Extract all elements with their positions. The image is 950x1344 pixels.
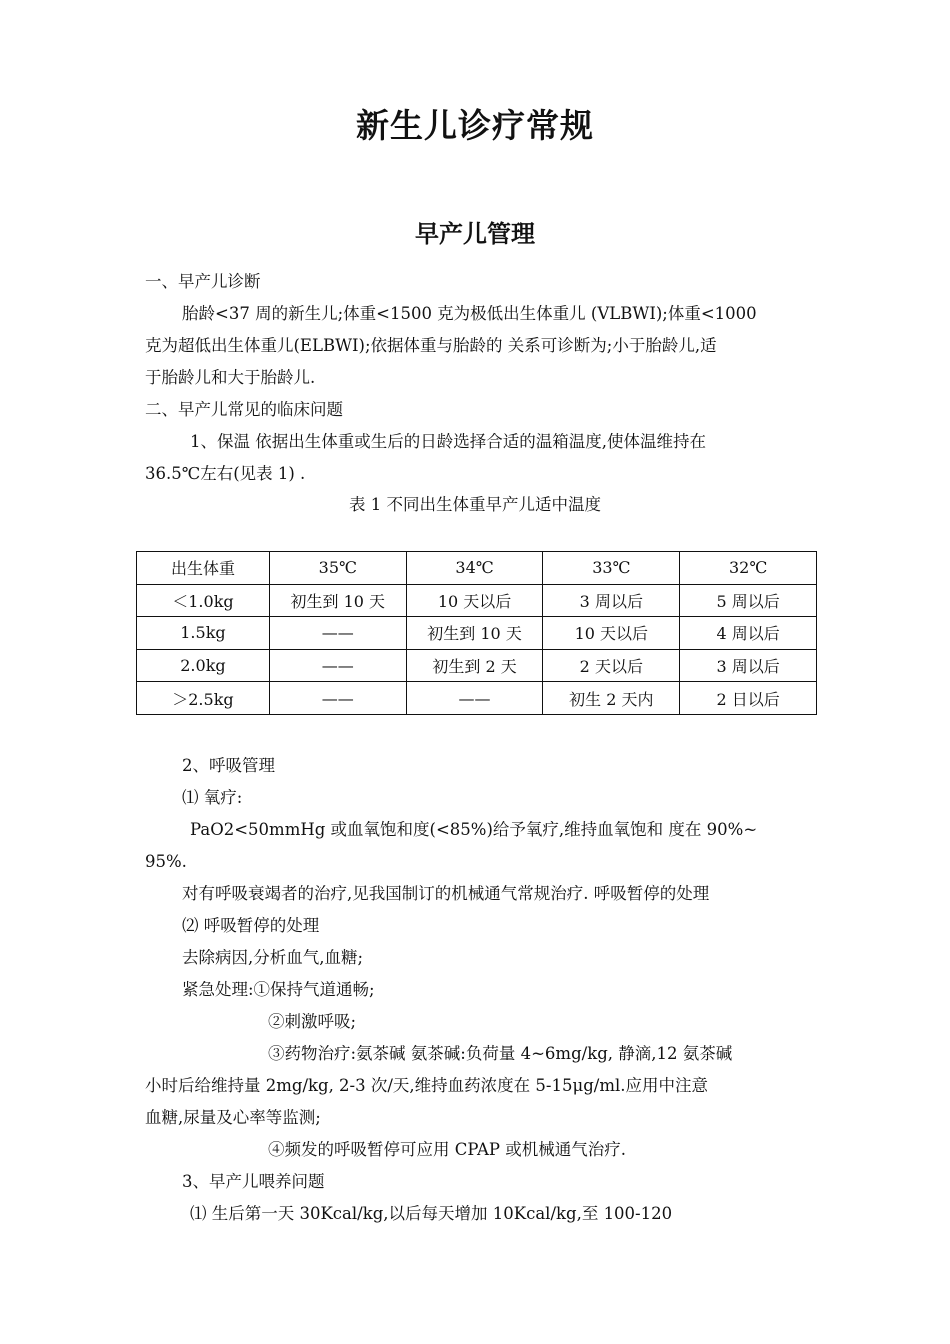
header-cell: 34℃	[406, 552, 543, 585]
table-cell: 初生到 2 天	[406, 649, 543, 682]
paragraph-line: 95%.	[145, 852, 187, 871]
table-cell: 2 日以后	[680, 682, 817, 715]
table-cell: 4 周以后	[680, 617, 817, 650]
paragraph-line: 于胎龄儿和大于胎龄儿.	[145, 368, 316, 387]
table-cell: 5 周以后	[680, 584, 817, 617]
header-cell: 出生体重	[137, 552, 270, 585]
heading-respiratory-management: 2、呼吸管理	[182, 756, 275, 775]
paragraph-line: PaO2<50mmHg 或血氧饱和度(<85%)给予氧疗,维持血氧饱和 度在 90%~	[190, 820, 758, 839]
paragraph-line: 紧急处理:①保持气道通畅;	[182, 980, 375, 999]
paragraph-line: 克为超低出生体重儿(ELBWI);依据体重与胎龄的 关系可诊断为;小于胎龄儿,适	[145, 336, 717, 355]
paragraph-line: 对有呼吸衰竭者的治疗,见我国制订的机械通气常规治疗. 呼吸暂停的处理	[182, 884, 710, 903]
heading-oxygen-therapy: ⑴ 氧疗:	[182, 788, 243, 807]
table-cell: ＜1.0kg	[137, 584, 270, 617]
paragraph-line: 血糖,尿量及心率等监测;	[145, 1108, 321, 1127]
table-caption: 表 1 不同出生体重早产儿适中温度	[349, 495, 601, 514]
table-cell: 3 周以后	[543, 584, 680, 617]
table-cell: 10 天以后	[406, 584, 543, 617]
heading-clinical-problems: 二、早产儿常见的临床问题	[145, 400, 343, 419]
table-header-row	[137, 552, 817, 585]
paragraph-line: 小时后给维持量 2mg/kg, 2-3 次/天,维持血药浓度在 5-15μg/ml.应用中注意	[145, 1076, 709, 1095]
table-cell: 2.0kg	[137, 649, 270, 682]
table-cell: ——	[269, 617, 406, 650]
table-cell: 初生 2 天内	[543, 682, 680, 715]
table-row	[137, 584, 817, 617]
heading-apnea: ⑵ 呼吸暂停的处理	[182, 916, 320, 935]
table-row	[137, 682, 817, 715]
table-cell: ——	[269, 682, 406, 715]
paragraph-line: ④频发的呼吸暂停可应用 CPAP 或机械通气治疗.	[268, 1140, 626, 1159]
table-cell: ——	[269, 649, 406, 682]
paragraph-line: 胎龄<37 周的新生儿;体重<1500 克为极低出生体重儿 (VLBWI);体重<1000	[182, 304, 757, 323]
paragraph-line: ②刺激呼吸;	[268, 1012, 357, 1031]
table-cell: 3 周以后	[680, 649, 817, 682]
table-cell: ——	[406, 682, 543, 715]
table-cell: 2 天以后	[543, 649, 680, 682]
heading-feeding: 3、早产儿喂养问题	[182, 1172, 325, 1191]
heading-diagnosis: 一、早产儿诊断	[145, 272, 261, 291]
table-cell: 初生到 10 天	[269, 584, 406, 617]
paragraph-line: 36.5℃左右(见表 1) .	[145, 464, 306, 483]
table-cell: 初生到 10 天	[406, 617, 543, 650]
temperature-table	[136, 551, 817, 715]
header-cell: 32℃	[680, 552, 817, 585]
table-cell: 10 天以后	[543, 617, 680, 650]
table-cell: 1.5kg	[137, 617, 270, 650]
paragraph-line: ③药物治疗:氨茶碱 氨茶碱:负荷量 4~6mg/kg, 静滴,12 氨茶碱	[268, 1044, 733, 1063]
table-cell: ＞2.5kg	[137, 682, 270, 715]
paragraph-line: ⑴ 生后第一天 30Kcal/kg,以后每天增加 10Kcal/kg,至 100-120	[190, 1204, 673, 1223]
header-cell: 35℃	[269, 552, 406, 585]
header-cell: 33℃	[543, 552, 680, 585]
section-title: 早产儿管理	[415, 220, 535, 248]
table-row	[137, 617, 817, 650]
paragraph-line: 去除病因,分析血气,血糖;	[182, 948, 364, 967]
page-title: 新生儿诊疗常规	[356, 106, 594, 145]
table-row	[137, 649, 817, 682]
paragraph-line: 1、保温 依据出生体重或生后的日龄选择合适的温箱温度,使体温维持在	[190, 432, 706, 451]
